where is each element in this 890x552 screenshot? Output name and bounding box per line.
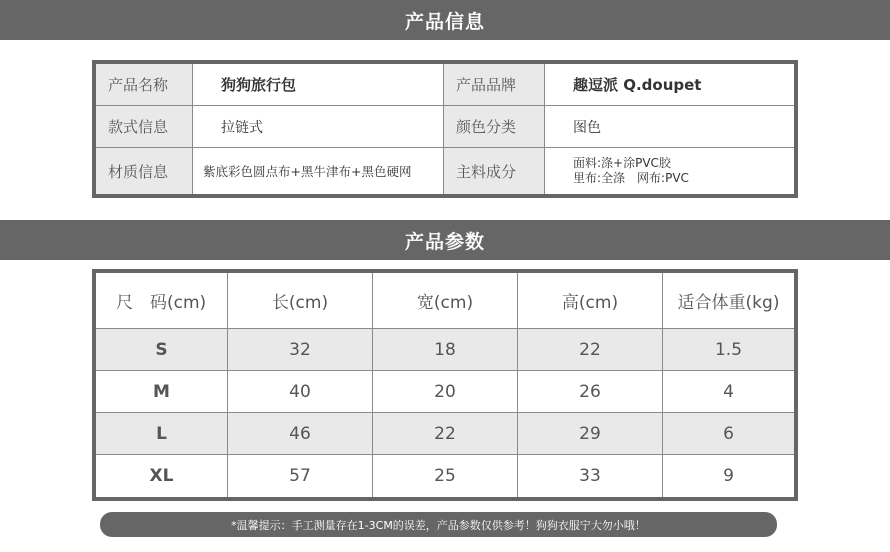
table-cell: 1.5 xyxy=(663,329,794,371)
table-cell: 33 xyxy=(518,455,663,497)
column-header: 尺 码(cm) xyxy=(96,273,228,329)
info-value-line: 里布:全涤 网布:PVC xyxy=(573,171,689,185)
measurement-notice xyxy=(100,512,777,537)
table-cell: 57 xyxy=(228,455,373,497)
table-cell: 4 xyxy=(663,371,794,413)
info-value: 图色 xyxy=(545,106,794,148)
table-cell: 22 xyxy=(518,329,663,371)
product-info-title: 产品信息 xyxy=(404,10,485,33)
info-label: 颜色分类 xyxy=(444,106,545,148)
size-cell: S xyxy=(96,329,228,371)
info-value-line: 面料:涤+涂PVC胶 xyxy=(573,156,671,170)
product-info-banner xyxy=(0,0,890,40)
product-params-title: 产品参数 xyxy=(404,230,485,253)
column-header: 宽(cm) xyxy=(373,273,518,329)
table-cell: 26 xyxy=(518,371,663,413)
table-cell: 29 xyxy=(518,413,663,455)
column-header: 适合体重(kg) xyxy=(663,273,794,329)
table-cell: 25 xyxy=(373,455,518,497)
product-params-banner xyxy=(0,220,890,260)
table-cell: 20 xyxy=(373,371,518,413)
size-cell: L xyxy=(96,413,228,455)
info-value-multiline xyxy=(545,148,794,194)
info-value: 趣逗派 Q.doupet xyxy=(545,64,794,106)
info-value: 拉链式 xyxy=(193,106,444,148)
info-value: 紫底彩色圆点布+黑牛津布+黑色硬网 xyxy=(193,148,444,194)
size-cell: XL xyxy=(96,455,228,497)
column-header: 长(cm) xyxy=(228,273,373,329)
info-label: 产品名称 xyxy=(96,64,193,106)
product-info-table xyxy=(92,60,798,198)
column-header: 高(cm) xyxy=(518,273,663,329)
info-value: 狗狗旅行包 xyxy=(193,64,444,106)
table-cell: 32 xyxy=(228,329,373,371)
size-chart-table xyxy=(92,269,798,501)
notice-text: *温馨提示：手工测量存在1-3CM的误差，产品参数仅供参考！狗狗衣服宁大勿小哦！ xyxy=(231,518,646,532)
table-cell: 18 xyxy=(373,329,518,371)
table-cell: 40 xyxy=(228,371,373,413)
table-cell: 22 xyxy=(373,413,518,455)
info-label: 产品品牌 xyxy=(444,64,545,106)
table-cell: 46 xyxy=(228,413,373,455)
size-cell: M xyxy=(96,371,228,413)
info-label: 主料成分 xyxy=(444,148,545,194)
info-label: 款式信息 xyxy=(96,106,193,148)
table-cell: 6 xyxy=(663,413,794,455)
table-cell: 9 xyxy=(663,455,794,497)
info-label: 材质信息 xyxy=(96,148,193,194)
